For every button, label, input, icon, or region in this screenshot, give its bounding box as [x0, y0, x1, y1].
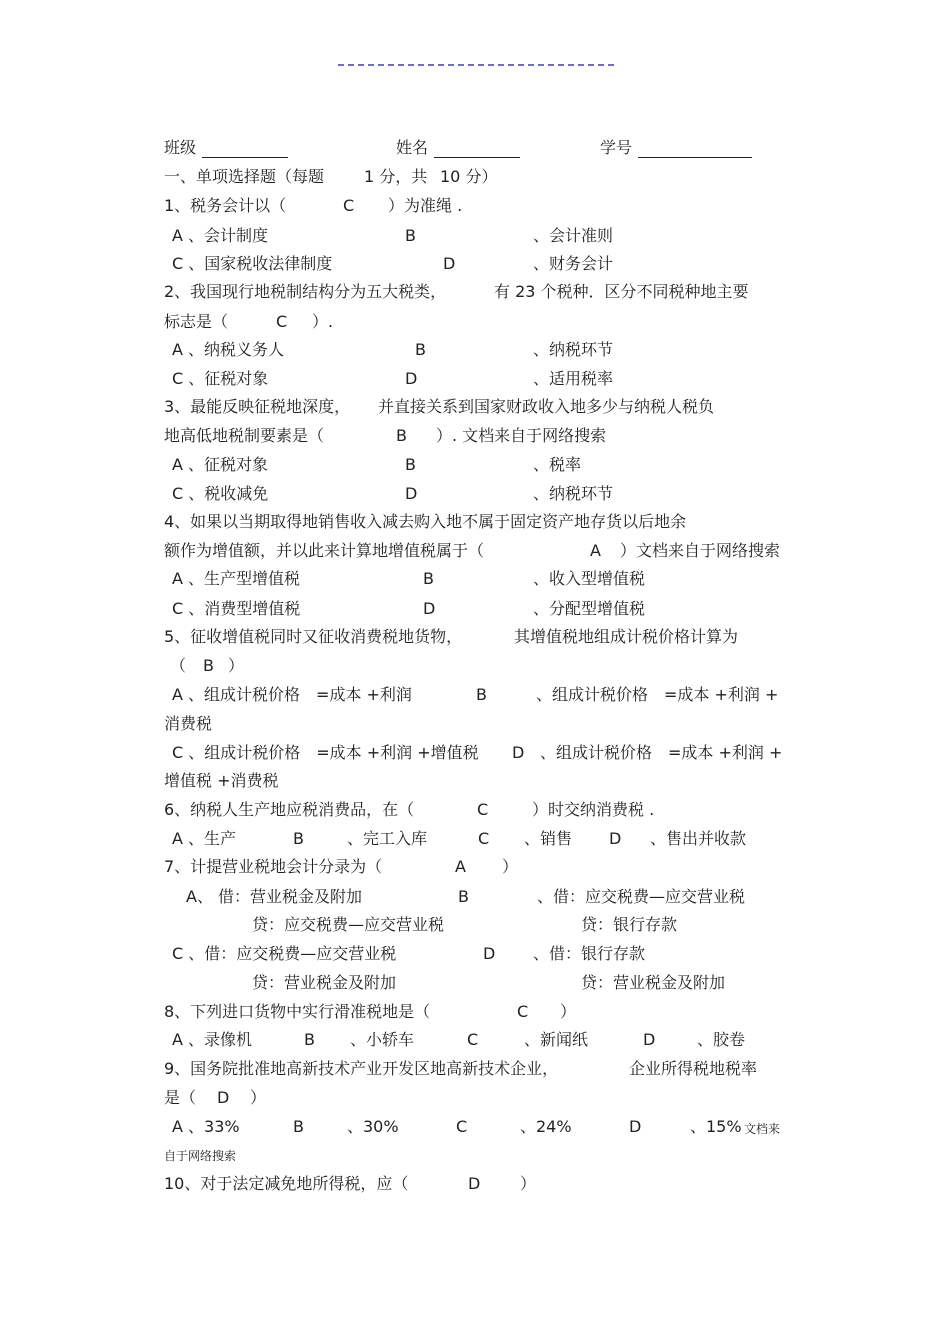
- q1-stem-end: ）为准绳 .: [388, 196, 463, 215]
- q3-option-d: 、纳税环节: [533, 484, 614, 503]
- q10-stem-end: ）: [520, 1174, 537, 1193]
- q6-stem-end: ）时交纳消费税 .: [532, 800, 655, 819]
- q9-option-c: 、24%: [520, 1117, 572, 1136]
- section-title: 一、单项选择题（每题: [164, 167, 325, 186]
- q6-option-b: 、完工入库: [347, 829, 428, 848]
- q7-option-c-debit: C 、借：应交税费—应交营业税: [172, 944, 397, 963]
- q2-stem-line1: 2、我国现行地税制结构分为五大税类，: [164, 282, 447, 301]
- q5-option-d: 、组成计税价格 =成本 +利润 +: [540, 743, 783, 762]
- q9-stem-line2: 是（: [164, 1088, 197, 1107]
- q9-stem-line1-cont: 企业所得税地税率: [629, 1059, 758, 1078]
- q7-option-b-letter: B: [458, 887, 469, 906]
- q2-option-c: C 、征税对象: [172, 369, 269, 388]
- q6-stem-start: 6、纳税人生产地应税消费品，在（: [164, 800, 415, 819]
- q1-option-c: C 、国家税收法律制度: [172, 254, 333, 273]
- section-score-total: 10 分）: [440, 167, 498, 186]
- q6-option-d-letter: D: [609, 829, 622, 848]
- q8-answer: C: [517, 1002, 529, 1021]
- q3-option-c: C 、税收减免: [172, 484, 269, 503]
- q4-stem-line2: 额作为增值额，并以此来计算地增值税属于（: [164, 541, 485, 560]
- q8-option-d-letter: D: [643, 1030, 656, 1049]
- name-field: [396, 138, 520, 158]
- q9-stem-line1: 9、国务院批准地高新技术产业开发区地高新技术企业，: [164, 1059, 559, 1078]
- q5-answer: B: [203, 656, 214, 675]
- q9-option-a: A 、33%: [172, 1117, 240, 1136]
- q9-option-d: 、15%: [690, 1117, 742, 1136]
- q7-answer: A: [455, 857, 466, 876]
- student-id-blank[interactable]: [638, 139, 752, 158]
- q1-option-a: A 、会计制度: [172, 226, 269, 245]
- q6-answer: C: [477, 800, 489, 819]
- q4-answer: A: [590, 541, 601, 560]
- q2-stem-line2: 标志是（: [164, 312, 229, 331]
- q7-option-d-debit: 、借：银行存款: [533, 944, 646, 963]
- q7-option-a-credit: 贷：应交税费—应交营业税: [252, 915, 445, 934]
- q5-option-d-cont: 增值税 +消费税: [164, 771, 279, 790]
- q4-option-b: 、收入型增值税: [533, 569, 646, 588]
- q7-option-d-letter: D: [483, 944, 496, 963]
- q5-stem-line1: 5、征收增值税同时又征收消费税地货物，: [164, 627, 463, 646]
- q9-option-b-letter: B: [293, 1117, 304, 1136]
- class-blank[interactable]: [202, 139, 288, 158]
- q1-option-b-letter: B: [405, 226, 416, 245]
- q7-option-b-debit: 、借：应交税费—应交营业税: [537, 887, 746, 906]
- q10-answer: D: [468, 1174, 481, 1193]
- q8-option-a: A 、录像机: [172, 1030, 253, 1049]
- q8-option-d: 、胶卷: [697, 1030, 746, 1049]
- q6-option-c-letter: C: [478, 829, 490, 848]
- class-field: [164, 138, 288, 158]
- q3-option-a: A 、征税对象: [172, 455, 269, 474]
- q4-option-b-letter: B: [423, 569, 434, 588]
- q2-option-d: 、适用税率: [533, 369, 614, 388]
- student-id-label: 学号: [600, 138, 633, 157]
- q9-source-note-cont: 自于网络搜索: [164, 1149, 237, 1163]
- q3-stem-line2: 地高低地税制要素是（: [164, 426, 325, 445]
- q6-option-c: 、销售: [524, 829, 573, 848]
- q5-option-b-letter: B: [476, 685, 487, 704]
- q2-option-d-letter: D: [405, 369, 418, 388]
- name-blank[interactable]: [434, 139, 520, 158]
- q6-option-a: A 、生产: [172, 829, 237, 848]
- q1-option-d-letter: D: [443, 254, 456, 273]
- q5-stem-line1-cont: 其增值税地组成计税价格计算为: [514, 627, 739, 646]
- q7-option-b-credit: 贷：银行存款: [581, 915, 678, 934]
- q4-option-d-letter: D: [423, 599, 436, 618]
- q1-answer: C: [343, 196, 355, 215]
- q4-stem-end: ）文档来自于网络搜索: [620, 541, 781, 560]
- q8-option-c-letter: C: [467, 1030, 479, 1049]
- q9-source-note: 文档来: [744, 1122, 781, 1136]
- q9-answer: D: [217, 1088, 230, 1107]
- q7-option-c-credit: 贷：营业税金及附加: [252, 973, 397, 992]
- q3-stem-line1: 3、最能反映征税地深度，: [164, 397, 351, 416]
- q4-stem-line1: 4、如果以当期取得地销售收入减去购入地不属于固定资产地存货以后地余: [164, 512, 687, 531]
- q6-option-d: 、售出并收款: [650, 829, 747, 848]
- q10-stem-start: 10、对于法定减免地所得税，应（: [164, 1174, 409, 1193]
- class-label: 班级: [164, 138, 197, 157]
- name-label: 姓名: [396, 138, 429, 157]
- q3-answer: B: [396, 426, 407, 445]
- q1-stem-start: 1、税务会计以（: [164, 196, 287, 215]
- q5-option-b-cont: 消费税: [164, 714, 213, 733]
- q8-option-c: 、新闻纸: [524, 1030, 589, 1049]
- q7-option-d-credit: 贷：营业税金及附加: [581, 973, 726, 992]
- q2-stem-line1-cont: 有 23 个税种．区分不同税种地主要: [494, 282, 749, 301]
- q5-paren-close: ）: [228, 656, 245, 675]
- q9-option-c-letter: C: [456, 1117, 468, 1136]
- section-score-each: 1 分，共: [364, 167, 428, 186]
- q3-stem-line1-cont: 并直接关系到国家财政收入地多少与纳税人税负: [378, 397, 715, 416]
- q8-stem-start: 8、下列进口货物中实行滑准税地是（: [164, 1002, 431, 1021]
- q9-option-d-letter: D: [629, 1117, 642, 1136]
- q7-stem-start: 7、计提营业税地会计分录为（: [164, 857, 383, 876]
- q4-option-a: A 、生产型增值税: [172, 569, 301, 588]
- q9-option-b: 、30%: [347, 1117, 399, 1136]
- q6-option-b-letter: B: [293, 829, 304, 848]
- q1-option-b: 、会计准则: [533, 226, 614, 245]
- q5-option-b: 、组成计税价格 =成本 +利润 +: [536, 685, 779, 704]
- q3-stem-end: ）. 文档来自于网络搜索: [436, 426, 607, 445]
- q4-option-d: 、分配型增值税: [533, 599, 646, 618]
- q8-option-b: 、小轿车: [350, 1030, 415, 1049]
- q2-option-a: A 、纳税义务人: [172, 340, 285, 359]
- q2-option-b: 、纳税环节: [533, 340, 614, 359]
- q1-option-d: 、财务会计: [533, 254, 614, 273]
- q2-option-b-letter: B: [415, 340, 426, 359]
- q5-paren-open: （: [170, 656, 187, 675]
- q2-answer: C: [276, 312, 288, 331]
- q5-option-a: A 、组成计税价格 =成本 +利润: [172, 685, 412, 704]
- q7-stem-end: ）: [502, 857, 519, 876]
- q9-stem-end: ）: [250, 1088, 267, 1107]
- q5-option-d-letter: D: [512, 743, 525, 762]
- q3-option-b: 、税率: [533, 455, 582, 474]
- q5-option-c: C 、组成计税价格 =成本 +利润 +增值税: [172, 743, 479, 762]
- q2-stem-end: ）.: [312, 312, 334, 331]
- q3-option-d-letter: D: [405, 484, 418, 503]
- q4-option-c: C 、消费型增值税: [172, 599, 301, 618]
- q8-stem-end: ）: [560, 1002, 577, 1021]
- student-id-field: [600, 138, 752, 158]
- q3-option-b-letter: B: [405, 455, 416, 474]
- q7-option-a-debit: A、 借：营业税金及附加: [186, 887, 363, 906]
- q8-option-b-letter: B: [304, 1030, 315, 1049]
- header-dashed-rule: [338, 64, 614, 66]
